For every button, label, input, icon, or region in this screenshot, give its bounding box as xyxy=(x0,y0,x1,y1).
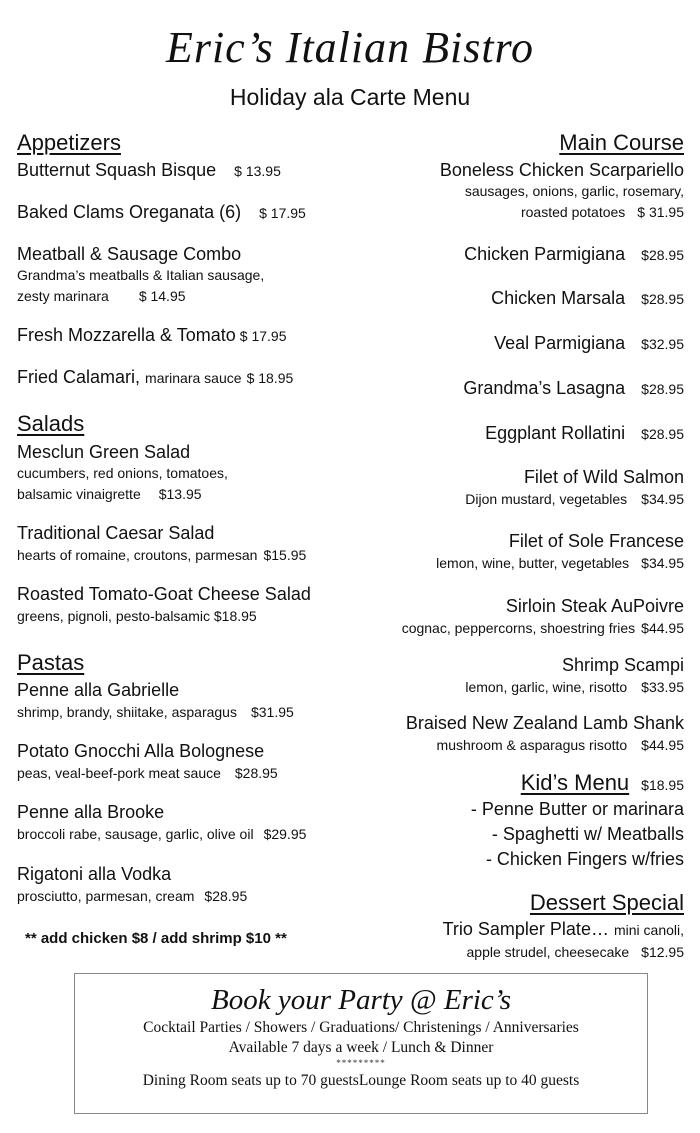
item-description: cucumbers, red onions, tomatoes, xyxy=(17,465,228,481)
item-description: peas, veal-beef-pork meat sauce $28.95 xyxy=(17,765,278,781)
item-price: $34.95 xyxy=(641,491,684,507)
item-price: $18.95 xyxy=(213,608,257,624)
party-availability: Available 7 days a week / Lunch & Dinner xyxy=(228,1039,494,1056)
menu-item xyxy=(463,378,684,399)
menu-item xyxy=(491,288,684,309)
divider: ********* xyxy=(336,1058,386,1068)
menu-item-name: Filet of Wild Salmon xyxy=(523,467,684,487)
menu-item xyxy=(494,333,684,354)
kids-menu-header xyxy=(521,770,684,796)
kids-menu-heading: Kid’s Menu xyxy=(520,770,630,795)
item-price: $31.95 xyxy=(250,704,294,720)
menu-item-name: Braised New Zealand Lamb Shank xyxy=(405,713,684,733)
menu-item-name: Rigatoni alla Vodka xyxy=(17,864,172,884)
item-description: broccoli rabe, sausage, garlic, olive oil $29.95 xyxy=(17,826,307,842)
item-name: Chicken Marsala xyxy=(491,288,626,308)
item-name: Chicken Parmigiana xyxy=(464,244,626,264)
restaurant-name: Eric’s Italian Bistro xyxy=(165,23,535,72)
item-price: $ 13.95 xyxy=(234,163,281,179)
main-course-heading: Main Course xyxy=(559,130,684,155)
menu-item xyxy=(485,423,684,444)
dessert-item xyxy=(443,919,684,940)
addon-note: ** add chicken $8 / add shrimp $10 ** xyxy=(25,930,287,947)
item-price: $12.95 xyxy=(641,944,684,960)
menu-item-name: Traditional Caesar Salad xyxy=(17,523,215,543)
menu-title: Holiday ala Carte Menu xyxy=(229,84,471,110)
item-price: $ 17.95 xyxy=(259,205,306,221)
menu-item xyxy=(17,367,293,388)
item-name: Veal Parmigiana xyxy=(494,333,626,353)
item-price: $28.95 xyxy=(641,381,684,397)
menu-item xyxy=(17,160,281,181)
item-name: Fried Calamari, xyxy=(17,367,141,387)
item-description: prosciutto, parmesan, cream $28.95 xyxy=(17,888,248,904)
item-price: $ 31.95 xyxy=(637,204,684,220)
item-price: $33.95 xyxy=(641,679,684,695)
item-description: lemon, wine, butter, vegetables $34.95 xyxy=(436,555,684,571)
item-description: Dijon mustard, vegetables $34.95 xyxy=(465,491,684,507)
item-name: Fresh Mozzarella & Tomato xyxy=(17,325,236,345)
item-description: lemon, garlic, wine, risotto $33.95 xyxy=(465,679,684,695)
menu-item-name: Mesclun Green Salad xyxy=(17,442,191,462)
item-description: sausages, onions, garlic, rosemary, xyxy=(464,183,684,199)
party-title: Book your Party @ Eric’s xyxy=(211,984,511,1016)
item-description: zesty marinara $ 14.95 xyxy=(17,288,186,304)
menu-item-name: Meatball & Sausage Combo xyxy=(17,244,242,264)
item-price: $ 18.95 xyxy=(246,370,294,386)
item-description: cognac, peppercorns, shoestring fries $44.95 xyxy=(401,620,684,636)
item-price: $28.95 xyxy=(641,426,684,442)
party-events: Cocktail Parties / Showers / Graduations/ Christenings / Anniversaries xyxy=(143,1019,579,1036)
kids-menu-item: - Chicken Fingers w/fries xyxy=(485,849,684,869)
item-description: roasted potatoes $ 31.95 xyxy=(520,204,684,220)
item-name: Grandma’s Lasagna xyxy=(463,378,626,398)
item-price: $44.95 xyxy=(641,737,684,753)
menu-item-name: Penne alla Brooke xyxy=(17,802,165,822)
appetizers-heading: Appetizers xyxy=(17,130,121,155)
item-name: Eggplant Rollatini xyxy=(485,423,626,443)
item-description: balsamic vinaigrette $13.95 xyxy=(17,486,202,502)
item-price: $29.95 xyxy=(263,826,307,842)
menu-item xyxy=(17,325,286,346)
item-description: greens, pignoli, pesto-balsamic $18.95 xyxy=(17,608,257,624)
item-description: mini canoli, xyxy=(613,922,684,938)
party-seating: Dining Room seats up to 70 guestsLounge Room seats up to 40 guests xyxy=(142,1072,580,1089)
item-price: $15.95 xyxy=(263,547,307,563)
menu-item-name: Filet of Sole Francese xyxy=(508,531,684,551)
menu-item-name: Boneless Chicken Scarpariello xyxy=(439,160,684,180)
menu-item xyxy=(17,202,306,223)
item-description: hearts of romaine, croutons, parmesan $15.95 xyxy=(17,547,307,563)
party-booking-box xyxy=(74,973,648,1114)
item-price: $44.95 xyxy=(641,620,684,636)
item-price: $13.95 xyxy=(158,486,202,502)
item-price: $ 17.95 xyxy=(239,328,287,344)
menu-item-name: Penne alla Gabrielle xyxy=(17,680,180,700)
item-description: apple strudel, cheesecake $12.95 xyxy=(466,944,684,960)
item-price: $34.95 xyxy=(641,555,684,571)
kids-menu-item: - Penne Butter or marinara xyxy=(470,799,684,819)
kids-menu-price: $18.95 xyxy=(641,777,684,793)
item-description: marinara sauce xyxy=(145,370,242,386)
dessert-heading: Dessert Special xyxy=(529,890,684,915)
menu-item-name: Roasted Tomato-Goat Cheese Salad xyxy=(17,584,311,604)
menu-item-name: Sirloin Steak AuPoivre xyxy=(505,596,684,616)
menu-item-name: Shrimp Scampi xyxy=(561,655,684,675)
salads-heading: Salads xyxy=(17,411,85,436)
item-name: Butternut Squash Bisque xyxy=(17,160,217,180)
item-description: Grandma’s meatballs & Italian sausage, xyxy=(17,267,265,283)
item-price: $28.95 xyxy=(641,247,684,263)
menu-item-name: Potato Gnocchi Alla Bolognese xyxy=(17,741,265,761)
item-price: $28.95 xyxy=(234,765,278,781)
item-price: $ 14.95 xyxy=(138,288,186,304)
item-name: Baked Clams Oreganata (6) xyxy=(17,202,242,222)
kids-menu-item: - Spaghetti w/ Meatballs xyxy=(491,824,684,844)
item-price: $28.95 xyxy=(641,291,684,307)
item-description: shrimp, brandy, shiitake, asparagus $31.95 xyxy=(17,704,294,720)
item-name: Trio Sampler Plate… xyxy=(442,919,609,939)
menu-item xyxy=(464,244,684,265)
item-price: $32.95 xyxy=(641,336,684,352)
item-price: $28.95 xyxy=(204,888,248,904)
item-description: mushroom & asparagus risotto $44.95 xyxy=(436,737,684,753)
pastas-heading: Pastas xyxy=(17,650,85,675)
